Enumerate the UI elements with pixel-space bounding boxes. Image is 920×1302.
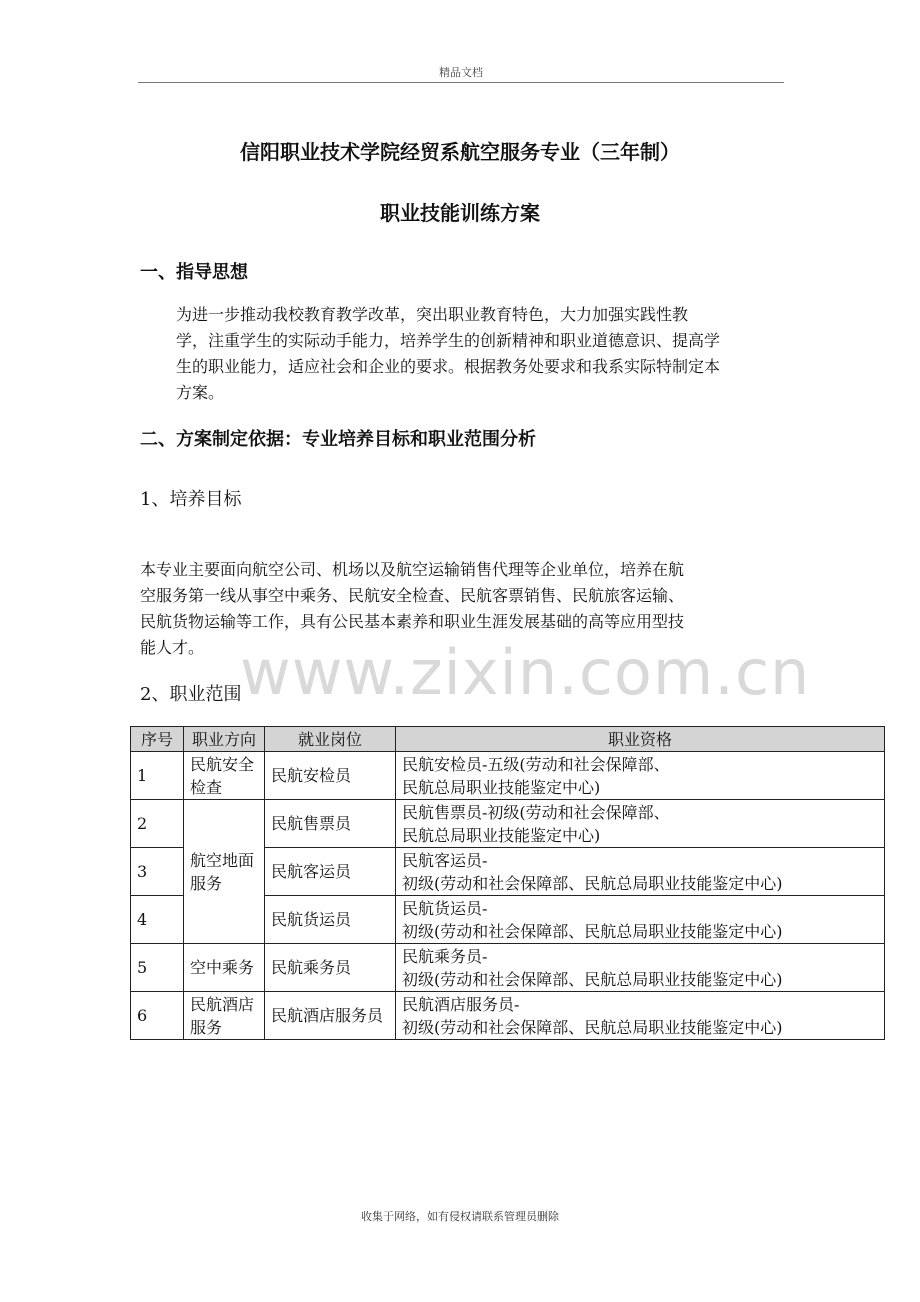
goal-line: 民航货物运输等工作，具有公民基本素养和职业生涯发展基础的高等应用型技	[140, 612, 685, 631]
table-row	[131, 992, 885, 1040]
cell-qualification: 民航货运员- 初级(劳动和社会保障部、民航总局职业技能鉴定中心)	[396, 896, 885, 944]
cell-post: 民航货运员	[265, 896, 396, 944]
section1-line: 方案。	[176, 383, 225, 402]
cell-direction: 航空地面 服务	[184, 800, 265, 944]
cell-post: 民航安检员	[265, 752, 396, 800]
cell-post: 民航乘务员	[265, 944, 396, 992]
table-row	[131, 752, 885, 800]
goal-line: 能人才。	[140, 638, 205, 657]
cell-no: 6	[131, 992, 184, 1040]
cell-post: 民航客运员	[265, 848, 396, 896]
goal-line: 本专业主要面向航空公司、机场以及航空运输销售代理等企业单位，培养在航	[140, 560, 685, 579]
document-title: 信阳职业技术学院经贸系航空服务专业（三年制）	[240, 140, 680, 164]
header-post: 就业岗位	[265, 727, 396, 752]
header-rule	[138, 82, 784, 83]
cell-direction: 民航安全 检查	[184, 752, 265, 800]
cell-qualification: 民航安检员-五级(劳动和社会保障部、 民航总局职业技能鉴定中心)	[396, 752, 885, 800]
cell-no: 3	[131, 848, 184, 896]
career-scope-table	[130, 726, 885, 1040]
section1-line: 生的职业能力，适应社会和企业的要求。根据教务处要求和我系实际特制定本	[176, 357, 721, 376]
page-header: 精品文档	[439, 66, 483, 79]
header-no: 序号	[131, 727, 184, 752]
section1-paragraph	[140, 302, 772, 406]
table-row	[131, 944, 885, 992]
cell-qualification: 民航客运员- 初级(劳动和社会保障部、民航总局职业技能鉴定中心)	[396, 848, 885, 896]
cell-no: 5	[131, 944, 184, 992]
section1-heading: 一、指导思想	[140, 262, 248, 283]
cell-no: 4	[131, 896, 184, 944]
document-subtitle: 职业技能训练方案	[380, 201, 540, 225]
cell-direction: 民航酒店 服务	[184, 992, 265, 1040]
goal-line: 空服务第一线从事空中乘务、民航安全检查、民航客票销售、民航旅客运输、	[140, 586, 685, 605]
table-row	[131, 800, 885, 848]
table-header-row	[131, 727, 885, 752]
page-footer: 收集于网络，如有侵权请联系管理员删除	[361, 1210, 559, 1223]
cell-no: 1	[131, 752, 184, 800]
cell-post: 民航酒店服务员	[265, 992, 396, 1040]
section1-line: 学，注重学生的实际动手能力，培养学生的创新精神和职业道德意识、提高学	[176, 331, 721, 350]
cell-qualification: 民航售票员-初级(劳动和社会保障部、 民航总局职业技能鉴定中心)	[396, 800, 885, 848]
header-direction: 职业方向	[184, 727, 265, 752]
cell-qualification: 民航酒店服务员- 初级(劳动和社会保障部、民航总局职业技能鉴定中心)	[396, 992, 885, 1040]
watermark: www.zixin.com.cn	[240, 636, 811, 709]
cell-no: 2	[131, 800, 184, 848]
header-qualification: 职业资格	[396, 727, 885, 752]
section2-heading: 二、方案制定依据：专业培养目标和职业范围分析	[140, 429, 536, 450]
cell-direction: 空中乘务	[184, 944, 265, 992]
section1-line: 为进一步推动我校教育教学改革，突出职业教育特色，大力加强实践性教	[176, 305, 689, 324]
cell-qualification: 民航乘务员- 初级(劳动和社会保障部、民航总局职业技能鉴定中心)	[396, 944, 885, 992]
cell-post: 民航售票员	[265, 800, 396, 848]
subsection-career-scope: 2、职业范围	[140, 684, 242, 705]
subsection-training-goal: 1、培养目标	[140, 489, 242, 510]
